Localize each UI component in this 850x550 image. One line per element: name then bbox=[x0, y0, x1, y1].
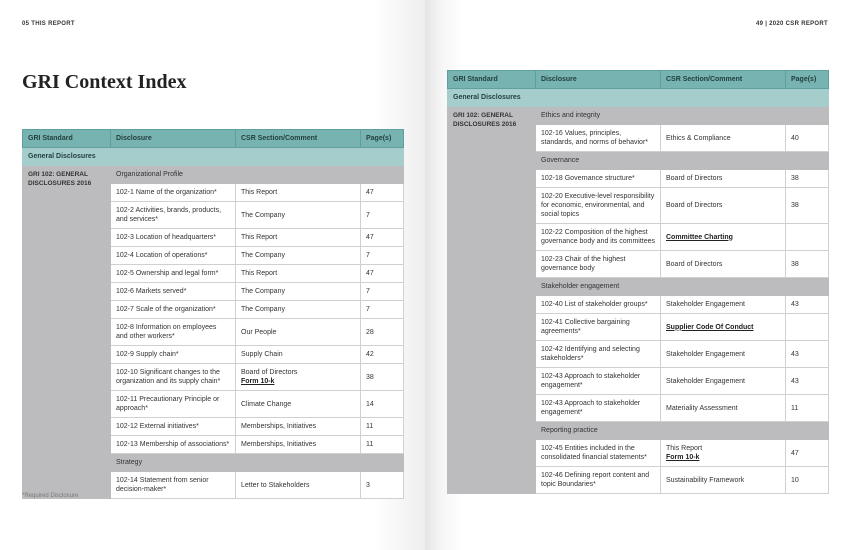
csr-section-text: The Company bbox=[241, 211, 285, 219]
csr-section-cell bbox=[236, 247, 361, 265]
csr-section-cell bbox=[661, 440, 786, 467]
csr-section-text: The Company bbox=[241, 252, 285, 259]
disclosure-cell: 102-9 Supply chain* bbox=[111, 346, 236, 364]
csr-section-text: Memberships, Initiatives bbox=[241, 441, 317, 448]
csr-section-cell bbox=[661, 188, 786, 224]
page-cell: 7 bbox=[361, 202, 404, 229]
csr-section-cell bbox=[236, 283, 361, 301]
section-row bbox=[23, 166, 404, 184]
section-label: Governance bbox=[536, 152, 829, 170]
disclosure-cell: 102-4 Location of operations* bbox=[111, 247, 236, 265]
csr-section-text: This Report bbox=[241, 234, 278, 241]
disclosure-cell: 102-41 Collective bargaining agreements* bbox=[536, 314, 661, 341]
disclosure-cell: 102-5 Ownership and legal form* bbox=[111, 265, 236, 283]
page-cell: 47 bbox=[786, 440, 829, 467]
disclosure-cell: 102-43 Approach to stakeholder engagement* bbox=[536, 368, 661, 395]
page-cell: 11 bbox=[361, 436, 404, 454]
csr-section-cell bbox=[236, 265, 361, 283]
csr-link[interactable]: Supplier Code Of Conduct bbox=[666, 323, 754, 331]
page-cell: 11 bbox=[786, 395, 829, 422]
gri-standard: GRI 102: GENERAL DISCLOSURES 2016 bbox=[448, 107, 536, 494]
page-cell: 47 bbox=[361, 184, 404, 202]
disclosure-cell: 102-2 Activities, brands, products, and services* bbox=[111, 202, 236, 229]
csr-section-text: Supply Chain bbox=[241, 351, 283, 358]
csr-section-text: Board of Directors bbox=[241, 369, 298, 376]
csr-section-cell bbox=[661, 467, 786, 494]
page-cell: 47 bbox=[361, 229, 404, 247]
csr-section-text: The Company bbox=[241, 288, 285, 295]
footnote: *Required Disclosure bbox=[22, 493, 79, 499]
page-cell: 43 bbox=[786, 296, 829, 314]
csr-section-cell bbox=[236, 229, 361, 247]
csr-section-text: This Report bbox=[241, 189, 278, 196]
csr-section-cell bbox=[661, 251, 786, 278]
disclosure-cell: 102-20 Executive-level responsibility for economic, environmental, and social topics bbox=[536, 188, 661, 224]
csr-section-cell bbox=[236, 319, 361, 346]
section-label: Organizational Profile bbox=[111, 166, 404, 184]
column-header: Page(s) bbox=[786, 71, 829, 89]
disclosure-cell: 102-18 Governance structure* bbox=[536, 170, 661, 188]
page-title: GRI Context Index bbox=[22, 71, 187, 93]
csr-section-cell bbox=[661, 368, 786, 395]
disclosure-cell: 102-42 Identifying and selecting stakeholders* bbox=[536, 341, 661, 368]
disclosure-cell: 102-16 Values, principles, standards, and norms of behavior* bbox=[536, 125, 661, 152]
csr-section-text: Ethics & Compliance bbox=[666, 134, 731, 142]
page-cell bbox=[786, 224, 829, 251]
page-cell: 40 bbox=[786, 125, 829, 152]
disclosure-cell: 102-10 Significant changes to the organization and its supply chain* bbox=[111, 364, 236, 391]
csr-section-text: Board of Directors bbox=[666, 175, 723, 182]
page-cell: 43 bbox=[786, 341, 829, 368]
section-row bbox=[448, 107, 829, 125]
running-head: 49 | 2020 CSR REPORT bbox=[755, 21, 828, 27]
csr-section-text: Stakeholder Engagement bbox=[666, 350, 745, 358]
disclosure-cell: 102-13 Membership of associations* bbox=[111, 436, 236, 454]
gri-standard: GRI 102: GENERAL DISCLOSURES 2016 bbox=[23, 166, 111, 499]
csr-section-text: Climate Change bbox=[241, 400, 292, 408]
disclosure-cell: 102-7 Scale of the organization* bbox=[111, 301, 236, 319]
csr-section-text: Stakeholder Engagement bbox=[666, 301, 745, 308]
column-header: GRI Standard bbox=[448, 71, 536, 89]
page-cell: 38 bbox=[361, 364, 404, 391]
column-header: CSR Section/Comment bbox=[661, 71, 786, 89]
disclosure-cell: 102-43 Approach to stakeholder engagement* bbox=[536, 395, 661, 422]
group-label: General Disclosures bbox=[23, 148, 404, 166]
gri-table-left bbox=[22, 129, 404, 499]
page-cell: 28 bbox=[361, 319, 404, 346]
disclosure-cell: 102-3 Location of headquarters* bbox=[111, 229, 236, 247]
group-row bbox=[23, 148, 404, 166]
disclosure-cell: 102-6 Markets served* bbox=[111, 283, 236, 301]
page-cell: 7 bbox=[361, 301, 404, 319]
csr-section-cell bbox=[661, 341, 786, 368]
column-header: Disclosure bbox=[536, 71, 661, 89]
page-cell: 14 bbox=[361, 391, 404, 418]
csr-link[interactable]: Form 10-k bbox=[241, 378, 275, 385]
csr-section-cell bbox=[661, 125, 786, 152]
csr-section-cell bbox=[236, 472, 361, 499]
csr-section-cell bbox=[236, 418, 361, 436]
gri-table-right bbox=[447, 70, 829, 494]
section-label: Ethics and integrity bbox=[536, 107, 829, 125]
page-cell: 38 bbox=[786, 170, 829, 188]
csr-section-cell bbox=[661, 314, 786, 341]
csr-section-text: Memberships, Initiatives bbox=[241, 423, 317, 430]
csr-section-cell bbox=[661, 224, 786, 251]
csr-section-cell bbox=[236, 391, 361, 418]
disclosure-cell: 102-46 Defining report content and topic Boundaries* bbox=[536, 467, 661, 494]
disclosure-cell: 102-22 Composition of the highest governance body and its committees bbox=[536, 224, 661, 251]
csr-section-cell bbox=[236, 364, 361, 391]
page-cell: 7 bbox=[361, 247, 404, 265]
running-head: 05 THIS REPORT bbox=[22, 21, 75, 27]
csr-section-text: Letter to Stakeholders bbox=[241, 481, 310, 489]
csr-section-cell bbox=[661, 296, 786, 314]
csr-section-text: Sustainability Framework bbox=[666, 476, 745, 484]
csr-section-text: Materiality Assessment bbox=[666, 404, 738, 412]
disclosure-cell: 102-23 Chair of the highest governance body bbox=[536, 251, 661, 278]
disclosure-cell: 102-8 Information on employees and other workers* bbox=[111, 319, 236, 346]
csr-link[interactable]: Committee Charting bbox=[666, 233, 733, 241]
section-label: Reporting practice bbox=[536, 422, 829, 440]
page-cell: 3 bbox=[361, 472, 404, 499]
csr-section-cell bbox=[236, 436, 361, 454]
page-cell: 11 bbox=[361, 418, 404, 436]
header-row bbox=[448, 71, 829, 89]
disclosure-cell: 102-45 Entities included in the consolidated financial statements* bbox=[536, 440, 661, 467]
column-header: GRI Standard bbox=[23, 130, 111, 148]
csr-section-cell bbox=[661, 395, 786, 422]
disclosure-cell: 102-1 Name of the organization* bbox=[111, 184, 236, 202]
disclosure-cell: 102-11 Precautionary Principle or approach* bbox=[111, 391, 236, 418]
page-cell: 38 bbox=[786, 188, 829, 224]
page-cell: 38 bbox=[786, 251, 829, 278]
csr-section-text: This Report bbox=[666, 445, 703, 452]
page-cell bbox=[786, 314, 829, 341]
page-cell: 7 bbox=[361, 283, 404, 301]
csr-section-text: This Report bbox=[241, 270, 278, 277]
csr-section-text: Board of Directors bbox=[666, 260, 723, 268]
group-row bbox=[448, 89, 829, 107]
page-cell: 10 bbox=[786, 467, 829, 494]
column-header: Disclosure bbox=[111, 130, 236, 148]
csr-section-cell bbox=[236, 301, 361, 319]
csr-section-cell bbox=[236, 184, 361, 202]
csr-link[interactable]: Form 10-k bbox=[666, 454, 700, 461]
group-label: General Disclosures bbox=[448, 89, 829, 107]
page-cell: 42 bbox=[361, 346, 404, 364]
disclosure-cell: 102-40 List of stakeholder groups* bbox=[536, 296, 661, 314]
csr-section-text: The Company bbox=[241, 306, 285, 313]
right-page bbox=[425, 0, 850, 550]
disclosure-cell: 102-12 External initiatives* bbox=[111, 418, 236, 436]
csr-section-cell bbox=[236, 346, 361, 364]
disclosure-cell: 102-14 Statement from senior decision-maker* bbox=[111, 472, 236, 499]
csr-section-text: Board of Directors bbox=[666, 202, 723, 209]
column-header: CSR Section/Comment bbox=[236, 130, 361, 148]
csr-section-text: Our People bbox=[241, 328, 277, 336]
column-header: Page(s) bbox=[361, 130, 404, 148]
csr-section-cell bbox=[236, 202, 361, 229]
section-label: Strategy bbox=[111, 454, 404, 472]
header-row bbox=[23, 130, 404, 148]
csr-section-text: Stakeholder Engagement bbox=[666, 377, 745, 385]
page-cell: 43 bbox=[786, 368, 829, 395]
csr-section-cell bbox=[661, 170, 786, 188]
page-cell: 47 bbox=[361, 265, 404, 283]
section-label: Stakeholder engagement bbox=[536, 278, 829, 296]
